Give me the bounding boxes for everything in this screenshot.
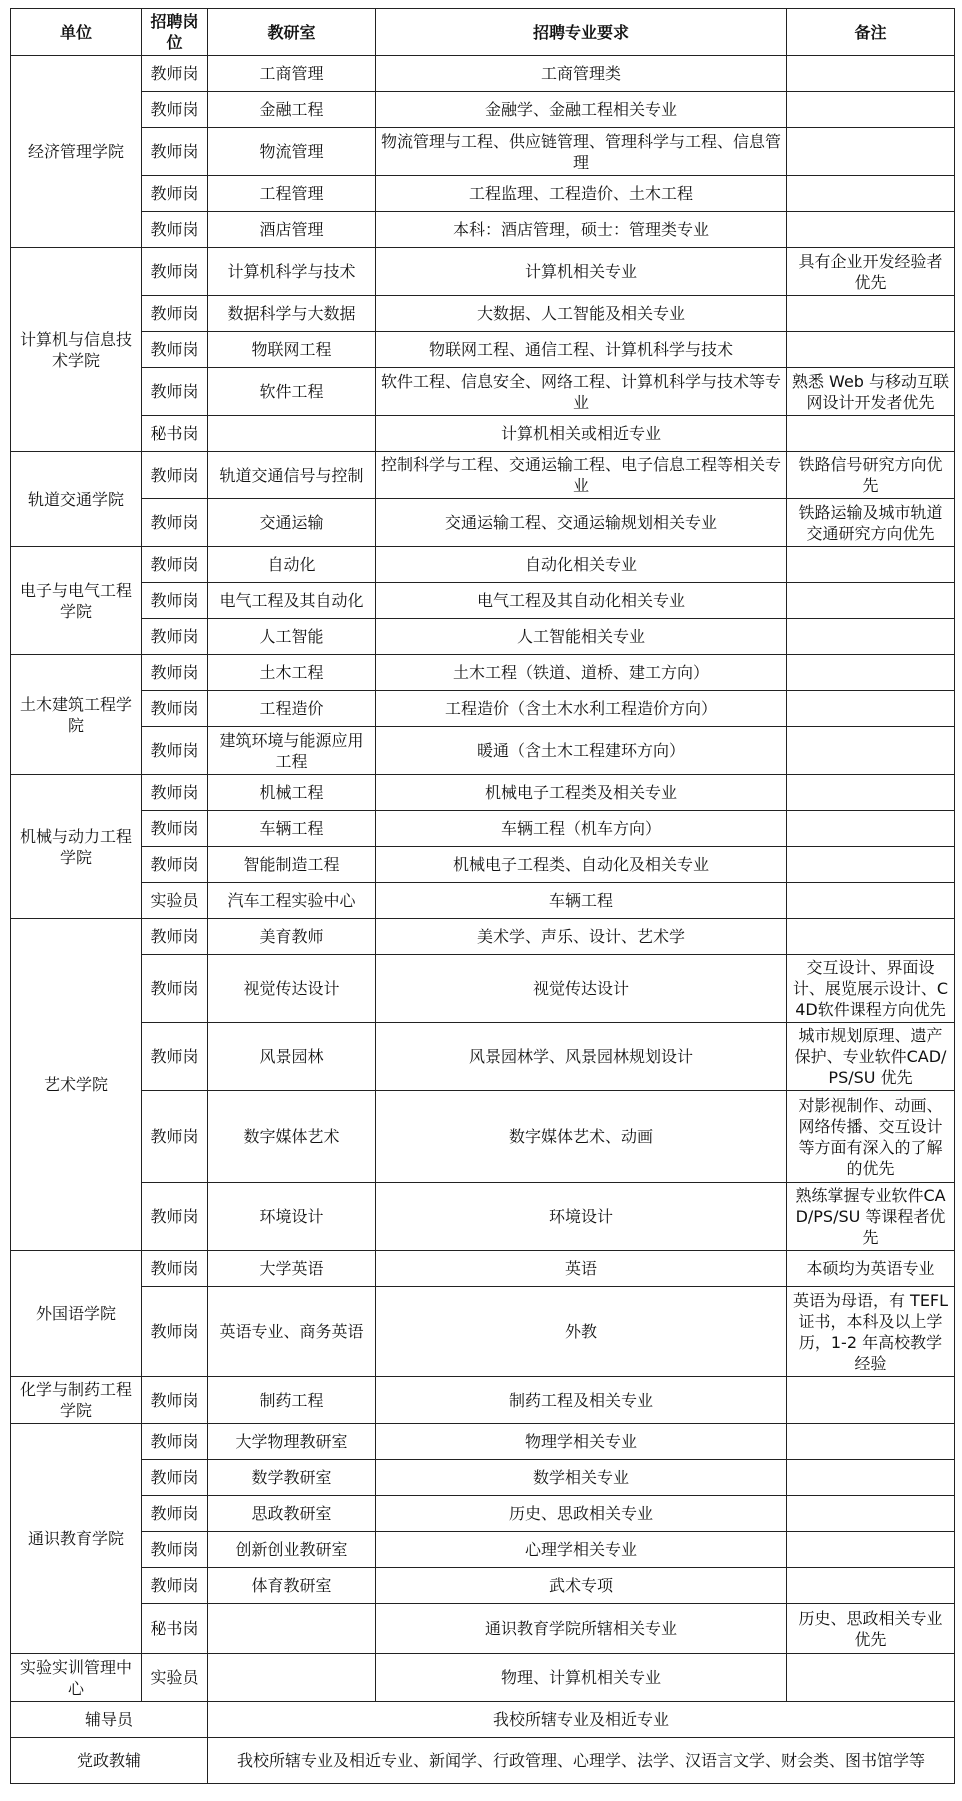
- office-cell: 体育教研室: [208, 1568, 376, 1604]
- note-cell: [787, 847, 955, 883]
- major-cell: 心理学相关专业: [376, 1532, 787, 1568]
- office-cell: 工程造价: [208, 691, 376, 727]
- post-cell: 实验员: [142, 883, 208, 919]
- table-row: [11, 1023, 955, 1091]
- table-row: [11, 1496, 955, 1532]
- office-cell: 轨道交通信号与控制: [208, 452, 376, 499]
- unit-cell: 化学与制药工程学院: [11, 1377, 142, 1424]
- post-cell: 教师岗: [142, 691, 208, 727]
- table-row: [11, 176, 955, 212]
- unit-cell: 轨道交通学院: [11, 452, 142, 547]
- table-row: [11, 547, 955, 583]
- note-cell: [787, 583, 955, 619]
- unit-cell: 艺术学院: [11, 919, 142, 1251]
- note-cell: 对影视制作、动画、网络传播、交互设计等方面有深入的了解的优先: [787, 1091, 955, 1183]
- major-cell: 物理学相关专业: [376, 1424, 787, 1460]
- major-cell: 物流管理与工程、供应链管理、管理科学与工程、信息管理: [376, 128, 787, 176]
- table-row: [11, 919, 955, 955]
- unit-cell: 机械与动力工程学院: [11, 775, 142, 919]
- major-cell: 美术学、声乐、设计、艺术学: [376, 919, 787, 955]
- office-cell: 英语专业、商务英语: [208, 1287, 376, 1377]
- post-cell: 教师岗: [142, 955, 208, 1023]
- post-cell: 教师岗: [142, 368, 208, 416]
- post-cell: 教师岗: [142, 248, 208, 296]
- post-cell: 教师岗: [142, 332, 208, 368]
- header-major: 招聘专业要求: [376, 9, 787, 56]
- office-cell: 机械工程: [208, 775, 376, 811]
- table-row: [11, 1604, 955, 1654]
- header-office: 教研室: [208, 9, 376, 56]
- table-row: [11, 1532, 955, 1568]
- office-cell: 工商管理: [208, 56, 376, 92]
- office-cell: 物联网工程: [208, 332, 376, 368]
- post-cell: 教师岗: [142, 176, 208, 212]
- major-cell: 英语: [376, 1251, 787, 1287]
- major-cell: 物理、计算机相关专业: [376, 1654, 787, 1702]
- unit-cell: 外国语学院: [11, 1251, 142, 1377]
- major-cell: 人工智能相关专业: [376, 619, 787, 655]
- post-cell: 教师岗: [142, 1496, 208, 1532]
- table-row: [11, 368, 955, 416]
- table-row: [11, 655, 955, 691]
- table-row: [11, 811, 955, 847]
- note-cell: [787, 1424, 955, 1460]
- major-cell: 机械电子工程类及相关专业: [376, 775, 787, 811]
- table-header-row: [11, 9, 955, 56]
- office-cell: [208, 1604, 376, 1654]
- footer-text-cell: 我校所辖专业及相近专业: [208, 1702, 955, 1738]
- note-cell: [787, 296, 955, 332]
- major-cell: 交通运输工程、交通运输规划相关专业: [376, 499, 787, 547]
- office-cell: 风景园林: [208, 1023, 376, 1091]
- note-cell: [787, 655, 955, 691]
- post-cell: 教师岗: [142, 919, 208, 955]
- header-post: 招聘岗位: [142, 9, 208, 56]
- table-row: [11, 128, 955, 176]
- major-cell: 机械电子工程类、自动化及相关专业: [376, 847, 787, 883]
- note-cell: [787, 416, 955, 452]
- post-cell: 教师岗: [142, 1183, 208, 1251]
- note-cell: [787, 56, 955, 92]
- table-row: [11, 1287, 955, 1377]
- post-cell: 教师岗: [142, 1377, 208, 1424]
- note-cell: [787, 92, 955, 128]
- major-cell: 工程造价（含土木水利工程造价方向）: [376, 691, 787, 727]
- table-row: [11, 1424, 955, 1460]
- unit-cell: 土木建筑工程学院: [11, 655, 142, 775]
- post-cell: 教师岗: [142, 1091, 208, 1183]
- post-cell: 教师岗: [142, 811, 208, 847]
- office-cell: 物流管理: [208, 128, 376, 176]
- table-row: [11, 296, 955, 332]
- major-cell: 本科：酒店管理，硕士：管理类专业: [376, 212, 787, 248]
- major-cell: 视觉传达设计: [376, 955, 787, 1023]
- office-cell: 数学教研室: [208, 1460, 376, 1496]
- note-cell: [787, 1377, 955, 1424]
- note-cell: 城市规划原理、遗产保护、专业软件CAD/PS/SU 优先: [787, 1023, 955, 1091]
- office-cell: 制药工程: [208, 1377, 376, 1424]
- note-cell: 铁路信号研究方向优先: [787, 452, 955, 499]
- note-cell: [787, 811, 955, 847]
- note-cell: 熟悉 Web 与移动互联网设计开发者优先: [787, 368, 955, 416]
- post-cell: 教师岗: [142, 847, 208, 883]
- office-cell: 酒店管理: [208, 212, 376, 248]
- major-cell: 历史、思政相关专业: [376, 1496, 787, 1532]
- table-row: [11, 248, 955, 296]
- major-cell: 物联网工程、通信工程、计算机科学与技术: [376, 332, 787, 368]
- office-cell: 土木工程: [208, 655, 376, 691]
- note-cell: 熟练掌握专业软件CAD/PS/SU 等课程者优先: [787, 1183, 955, 1251]
- note-cell: 本硕均为英语专业: [787, 1251, 955, 1287]
- post-cell: 教师岗: [142, 583, 208, 619]
- table-row: [11, 1183, 955, 1251]
- post-cell: 教师岗: [142, 655, 208, 691]
- unit-cell: 经济管理学院: [11, 56, 142, 248]
- office-cell: 美育教师: [208, 919, 376, 955]
- note-cell: [787, 775, 955, 811]
- note-cell: [787, 919, 955, 955]
- office-cell: 大学英语: [208, 1251, 376, 1287]
- table-row: [11, 1091, 955, 1183]
- post-cell: 教师岗: [142, 1251, 208, 1287]
- major-cell: 风景园林学、风景园林规划设计: [376, 1023, 787, 1091]
- office-cell: 交通运输: [208, 499, 376, 547]
- table-row: [11, 499, 955, 547]
- note-cell: 英语为母语，有 TEFL 证书，本科及以上学历，1-2 年高校教学经验: [787, 1287, 955, 1377]
- post-cell: 教师岗: [142, 212, 208, 248]
- post-cell: 教师岗: [142, 1532, 208, 1568]
- table-row: [11, 847, 955, 883]
- office-cell: 工程管理: [208, 176, 376, 212]
- office-cell: 计算机科学与技术: [208, 248, 376, 296]
- note-cell: [787, 1532, 955, 1568]
- major-cell: 车辆工程（机车方向）: [376, 811, 787, 847]
- table-row: [11, 1460, 955, 1496]
- post-cell: 教师岗: [142, 775, 208, 811]
- major-cell: 武术专项: [376, 1568, 787, 1604]
- note-cell: [787, 212, 955, 248]
- header-unit: 单位: [11, 9, 142, 56]
- major-cell: 数字媒体艺术、动画: [376, 1091, 787, 1183]
- table-row: [11, 775, 955, 811]
- office-cell: [208, 416, 376, 452]
- major-cell: 工程监理、工程造价、土木工程: [376, 176, 787, 212]
- office-cell: 软件工程: [208, 368, 376, 416]
- table-row: [11, 955, 955, 1023]
- major-cell: 环境设计: [376, 1183, 787, 1251]
- table-row: [11, 883, 955, 919]
- table-body: [11, 56, 955, 1784]
- footer-label-cell: 辅导员: [11, 1702, 208, 1738]
- footer-text-cell: 我校所辖专业及相近专业、新闻学、行政管理、心理学、法学、汉语言文学、财会类、图书馆学等: [208, 1738, 955, 1784]
- major-cell: 计算机相关专业: [376, 248, 787, 296]
- note-cell: [787, 1654, 955, 1702]
- major-cell: 电气工程及其自动化相关专业: [376, 583, 787, 619]
- footer-row: [11, 1702, 955, 1738]
- office-cell: 创新创业教研室: [208, 1532, 376, 1568]
- post-cell: 教师岗: [142, 619, 208, 655]
- table-row: [11, 619, 955, 655]
- post-cell: 教师岗: [142, 1424, 208, 1460]
- table-row: [11, 691, 955, 727]
- note-cell: [787, 1496, 955, 1532]
- table-row: [11, 416, 955, 452]
- recruitment-table: [10, 8, 955, 1784]
- office-cell: 大学物理教研室: [208, 1424, 376, 1460]
- footer-row: [11, 1738, 955, 1784]
- major-cell: 制药工程及相关专业: [376, 1377, 787, 1424]
- office-cell: 电气工程及其自动化: [208, 583, 376, 619]
- note-cell: 交互设计、界面设计、展览展示设计、C4D软件课程方向优先: [787, 955, 955, 1023]
- post-cell: 教师岗: [142, 56, 208, 92]
- office-cell: 自动化: [208, 547, 376, 583]
- major-cell: 外教: [376, 1287, 787, 1377]
- post-cell: 教师岗: [142, 1568, 208, 1604]
- table-row: [11, 212, 955, 248]
- header-note: 备注: [787, 9, 955, 56]
- major-cell: 土木工程（铁道、道桥、建工方向）: [376, 655, 787, 691]
- note-cell: 历史、思政相关专业优先: [787, 1604, 955, 1654]
- table-row: [11, 1568, 955, 1604]
- major-cell: 通识教育学院所辖相关专业: [376, 1604, 787, 1654]
- post-cell: 教师岗: [142, 1460, 208, 1496]
- note-cell: [787, 619, 955, 655]
- post-cell: 教师岗: [142, 296, 208, 332]
- post-cell: 教师岗: [142, 452, 208, 499]
- major-cell: 控制科学与工程、交通运输工程、电子信息工程等相关专业: [376, 452, 787, 499]
- post-cell: 教师岗: [142, 1023, 208, 1091]
- office-cell: 数据科学与大数据: [208, 296, 376, 332]
- footer-label-cell: 党政教辅: [11, 1738, 208, 1784]
- major-cell: 车辆工程: [376, 883, 787, 919]
- major-cell: 计算机相关或相近专业: [376, 416, 787, 452]
- table-row: [11, 1654, 955, 1702]
- table-row: [11, 92, 955, 128]
- office-cell: 智能制造工程: [208, 847, 376, 883]
- major-cell: 暖通（含土木工程建环方向）: [376, 727, 787, 775]
- note-cell: [787, 128, 955, 176]
- post-cell: 教师岗: [142, 128, 208, 176]
- post-cell: 实验员: [142, 1654, 208, 1702]
- major-cell: 工商管理类: [376, 56, 787, 92]
- note-cell: [787, 1568, 955, 1604]
- post-cell: 秘书岗: [142, 416, 208, 452]
- table-row: [11, 1377, 955, 1424]
- major-cell: 金融学、金融工程相关专业: [376, 92, 787, 128]
- major-cell: 自动化相关专业: [376, 547, 787, 583]
- note-cell: 铁路运输及城市轨道交通研究方向优先: [787, 499, 955, 547]
- note-cell: [787, 332, 955, 368]
- note-cell: [787, 1460, 955, 1496]
- unit-cell: 通识教育学院: [11, 1424, 142, 1654]
- note-cell: 具有企业开发经验者优先: [787, 248, 955, 296]
- office-cell: 思政教研室: [208, 1496, 376, 1532]
- note-cell: [787, 547, 955, 583]
- office-cell: 视觉传达设计: [208, 955, 376, 1023]
- office-cell: 数字媒体艺术: [208, 1091, 376, 1183]
- note-cell: [787, 176, 955, 212]
- post-cell: 教师岗: [142, 92, 208, 128]
- office-cell: 人工智能: [208, 619, 376, 655]
- table-row: [11, 332, 955, 368]
- unit-cell: 计算机与信息技术学院: [11, 248, 142, 452]
- post-cell: 教师岗: [142, 727, 208, 775]
- table-row: [11, 56, 955, 92]
- post-cell: 秘书岗: [142, 1604, 208, 1654]
- major-cell: 数学相关专业: [376, 1460, 787, 1496]
- note-cell: [787, 691, 955, 727]
- post-cell: 教师岗: [142, 1287, 208, 1377]
- major-cell: 大数据、人工智能及相关专业: [376, 296, 787, 332]
- office-cell: 汽车工程实验中心: [208, 883, 376, 919]
- office-cell: 建筑环境与能源应用工程: [208, 727, 376, 775]
- note-cell: [787, 727, 955, 775]
- office-cell: [208, 1654, 376, 1702]
- unit-cell: 电子与电气工程学院: [11, 547, 142, 655]
- post-cell: 教师岗: [142, 547, 208, 583]
- table-row: [11, 583, 955, 619]
- note-cell: [787, 883, 955, 919]
- table-row: [11, 1251, 955, 1287]
- post-cell: 教师岗: [142, 499, 208, 547]
- table-row: [11, 452, 955, 499]
- unit-cell: 实验实训管理中心: [11, 1654, 142, 1702]
- office-cell: 金融工程: [208, 92, 376, 128]
- office-cell: 车辆工程: [208, 811, 376, 847]
- office-cell: 环境设计: [208, 1183, 376, 1251]
- major-cell: 软件工程、信息安全、网络工程、计算机科学与技术等专业: [376, 368, 787, 416]
- table-row: [11, 727, 955, 775]
